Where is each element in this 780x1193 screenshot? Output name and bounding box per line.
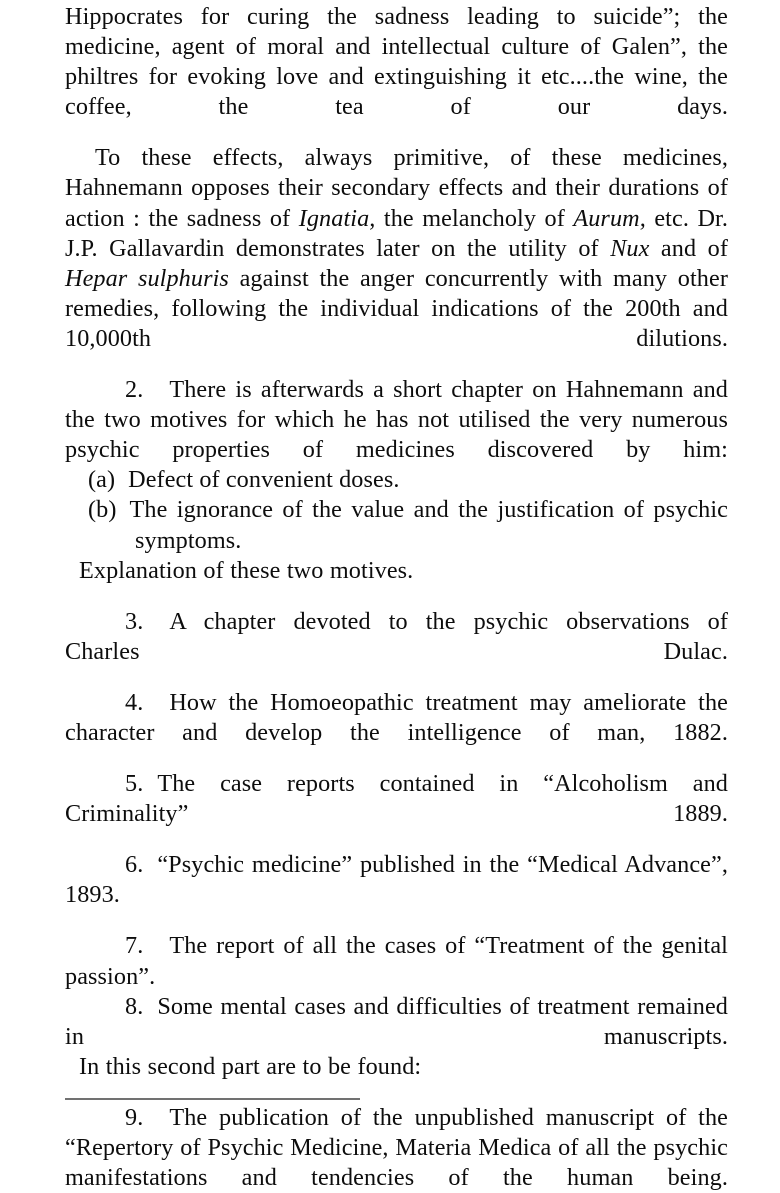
paragraph-secondary-effects	[65, 143, 728, 354]
text-run: against the anger concurrently with many other remedies, following the individual indications of the 200th and 10,000th dilutions.	[65, 264, 728, 352]
item-text: The case reports contained in “Alcoholism and Criminality” 1889.	[65, 770, 728, 828]
numbered-item-9	[65, 1103, 728, 1193]
numbered-item-7	[65, 931, 728, 991]
second-part-line: In this second part are to be found:	[79, 1052, 422, 1080]
item-text: “Psychic medicine” published in the “Medical Advance”, 1893.	[65, 851, 728, 909]
footer-rule	[65, 1098, 360, 1100]
text-run: To these effects, always primitive, of these medicines, Hahnemann opposes their secondary effects and their durations of action : the sadness of	[65, 144, 728, 232]
numbered-item-2	[65, 375, 728, 465]
item-number: 6.	[125, 851, 144, 879]
subitem-text: Defect of convenient doses.	[128, 466, 400, 494]
remedy-name-nux: Nux	[610, 234, 650, 262]
item-text: The publication of the unpublished manuscript of the “Repertory of Psychic Medicine, Materia Medica of all the psychic manifestations and tendencies of the human being.	[65, 1103, 728, 1192]
numbered-item-3	[65, 607, 728, 667]
subitem-text: The ignorance of the value and the justification of psychic symptoms.	[129, 496, 728, 554]
item-number: 2.	[125, 376, 144, 404]
item-number: 4.	[125, 688, 144, 716]
text-column	[65, 2, 728, 1193]
numbered-item-8	[65, 992, 728, 1052]
lettered-subitem-a	[65, 465, 728, 495]
item-number: 7.	[125, 932, 144, 960]
subitem-label: (a)	[88, 466, 116, 494]
item-number: 5.	[125, 770, 144, 798]
lettered-subitem-b	[65, 495, 728, 555]
numbered-item-5	[65, 769, 728, 829]
item-text: Some mental cases and difficulties of treatment remained in manuscripts.	[65, 992, 728, 1050]
remedy-name-ignatia: Ignatia,	[298, 204, 376, 232]
item-number: 3.	[125, 607, 144, 635]
subitem-label: (b)	[88, 496, 117, 524]
item-number: 9.	[125, 1103, 144, 1131]
item-text: How the Homoeopathic treatment may ameliorate the character and develop the intelligence of man, 1882.	[65, 688, 728, 746]
text-run: and of	[649, 234, 728, 262]
paragraph-continuation: Hippocrates for curing the sadness leading to suicide”; the medicine, agent of moral and intellectual culture of Galen”, the philtres for evoking love and extinguishing it etc....the wine, the coffee, the tea of our days.	[65, 3, 728, 121]
numbered-item-6	[65, 850, 728, 910]
item-text: There is afterwards a short chapter on Hahnemann and the two motives for which he has not utilised the very numerous psychic properties of medicines discovered by him:	[65, 376, 728, 464]
item-number: 8.	[125, 992, 144, 1020]
item-text: The report of all the cases of “Treatment of the genital passion”.	[65, 932, 728, 990]
remedy-name-aurum: Aurum,	[573, 204, 646, 232]
item-text: A chapter devoted to the psychic observations of Charles Dulac.	[65, 607, 728, 665]
remedy-name-hepar-sulphuris: Hepar sulphuris	[65, 264, 229, 292]
explanation-line: Explanation of these two motives.	[79, 556, 414, 584]
numbered-item-4	[65, 688, 728, 748]
text-run: the melancholy of	[375, 204, 574, 232]
text-run: etc. Dr. J.P. Gallavardin demonstrates later on the utility of	[65, 204, 728, 262]
